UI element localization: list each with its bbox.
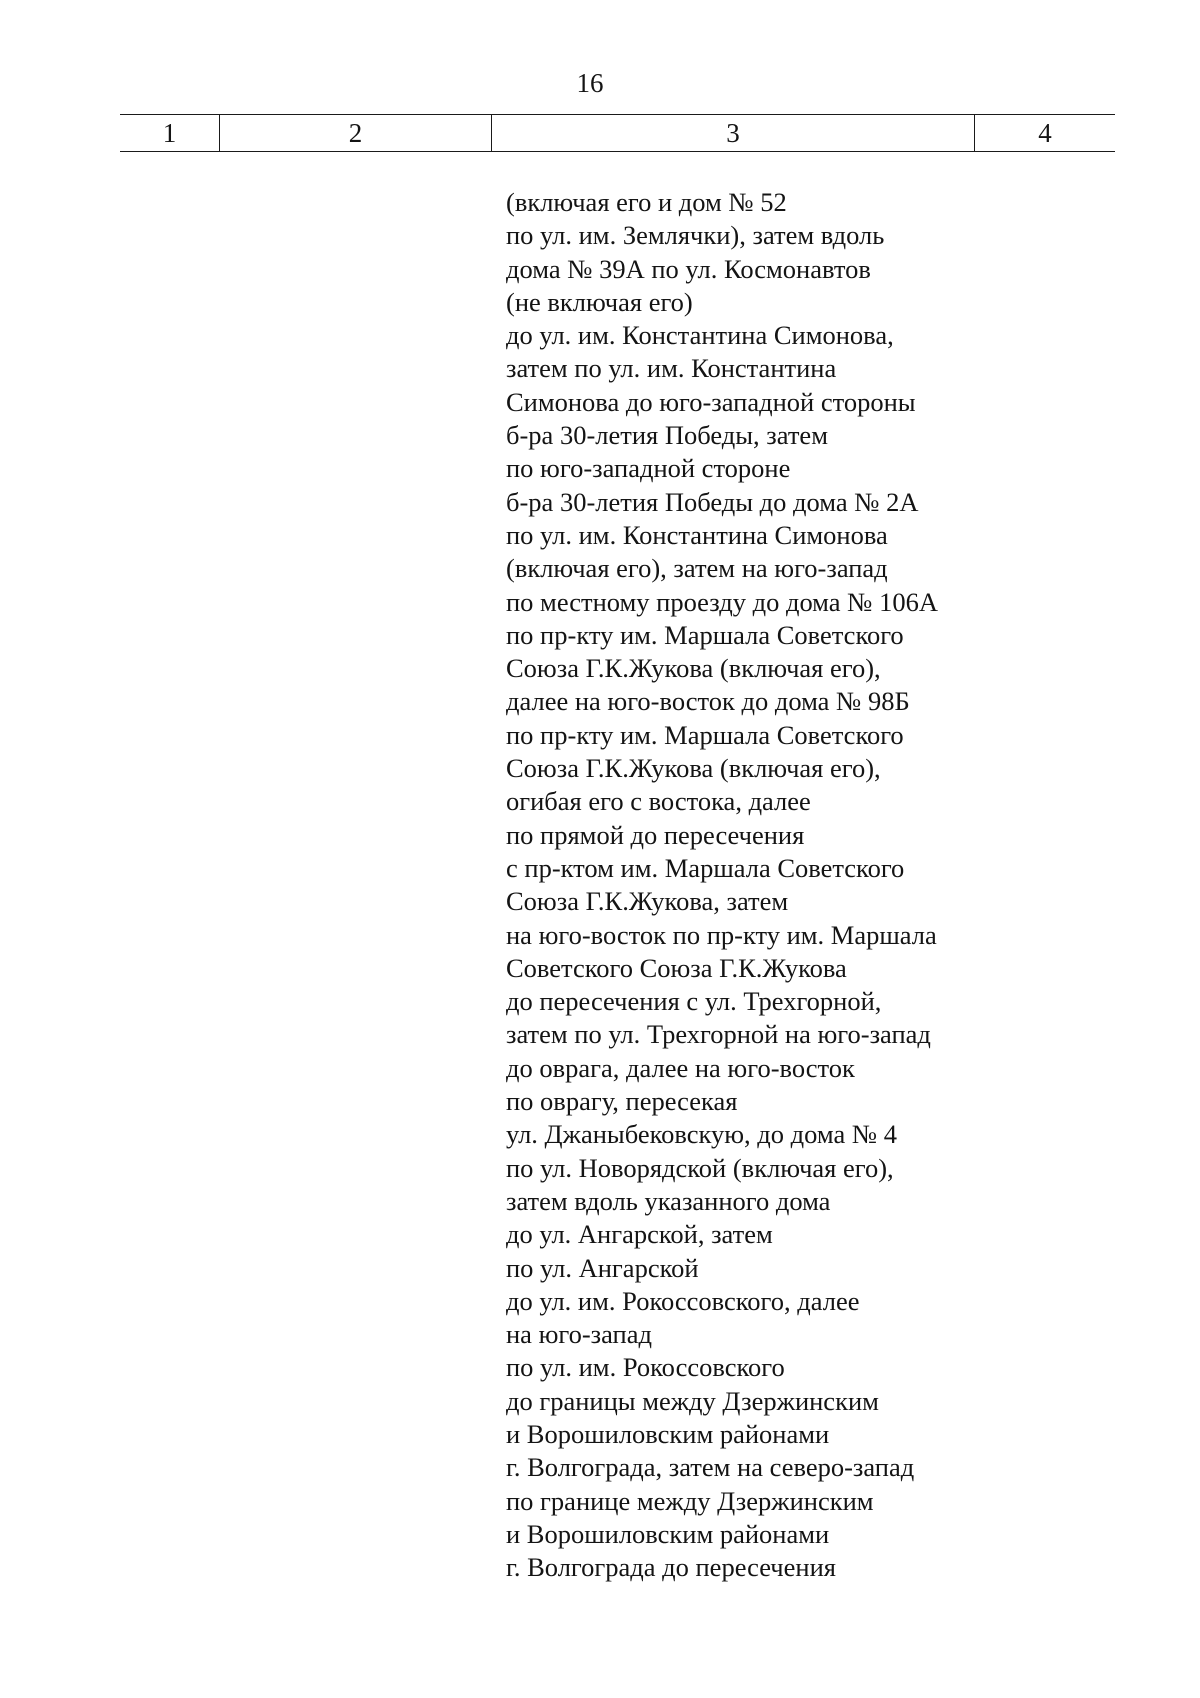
text-line: г. Волгограда, затем на северо-запад: [506, 1452, 915, 1483]
text-line: до оврага, далее на юго-восток: [506, 1052, 855, 1083]
text-line: и Ворошиловским районами: [506, 1418, 830, 1449]
column-3-text: [506, 186, 1026, 1584]
text-line: Союза Г.К.Жукова, затем: [506, 886, 789, 917]
text-line: по ул. Ангарской: [506, 1252, 699, 1283]
text-line: по местному проезду до дома № 106А: [506, 586, 938, 617]
text-line: б-ра 30-летия Победы до дома № 2А: [506, 486, 919, 517]
text-line: до ул. им. Константина Симонова,: [506, 320, 894, 351]
text-line: по пр-кту им. Маршала Советского: [506, 619, 904, 650]
text-line: (включая его и дом № 52: [506, 187, 787, 217]
text-line: на юго-запад: [506, 1319, 652, 1350]
text-line: затем по ул. Трехгорной на юго-запад: [506, 1019, 931, 1050]
text-line: на юго-восток по пр-кту им. Маршала: [506, 919, 937, 950]
text-line: (не включая его): [506, 286, 693, 317]
text-line: по пр-кту им. Маршала Советского: [506, 719, 904, 750]
text-line: Союза Г.К.Жукова (включая его),: [506, 653, 881, 684]
text-line: дома № 39А по ул. Космонавтов: [506, 253, 871, 284]
text-line: по ул. им. Землячки), затем вдоль: [506, 220, 885, 251]
text-line: по ул. им. Рокоссовского: [506, 1352, 785, 1383]
text-line: до границы между Дзержинским: [506, 1385, 879, 1416]
text-line: затем вдоль указанного дома: [506, 1185, 831, 1216]
text-line: Советского Союза Г.К.Жукова: [506, 952, 847, 983]
table-header-col-4: 4: [1038, 118, 1052, 148]
text-line: по прямой до пересечения: [506, 819, 805, 850]
table-header-col-2: 2: [220, 115, 492, 151]
text-line: по юго-западной стороне: [506, 453, 791, 484]
text-line: по оврагу, пересекая: [506, 1086, 738, 1117]
text-line: ул. Джаныбековскую, до дома № 4: [506, 1119, 898, 1150]
text-line: затем по ул. им. Константина: [506, 353, 837, 384]
text-line: и Ворошиловским районами: [506, 1518, 830, 1549]
text-line: по границе между Дзержинским: [506, 1485, 874, 1516]
text-line: Союза Г.К.Жукова (включая его),: [506, 753, 881, 784]
page-number: 16: [576, 68, 604, 98]
text-line: по ул. Новорядской (включая его),: [506, 1152, 894, 1183]
text-line: огибая его с востока, далее: [506, 786, 811, 817]
text-line: далее на юго-восток до дома № 98Б: [506, 686, 910, 717]
table-header-col-3: 3: [492, 115, 975, 151]
text-line: г. Волгограда до пересечения: [506, 1552, 836, 1583]
text-line: до ул. Ангарской, затем: [506, 1219, 773, 1250]
text-line: до пересечения с ул. Трехгорной,: [506, 986, 882, 1017]
text-line: б-ра 30-летия Победы, затем: [506, 420, 828, 451]
text-line: (включая его), затем на юго-запад: [506, 553, 888, 584]
text-line: до ул. им. Рокоссовского, далее: [506, 1285, 860, 1316]
text-line: по ул. им. Константина Симонова: [506, 519, 888, 550]
text-line: с пр-ктом им. Маршала Советского: [506, 852, 905, 883]
table-header-col-1: 1: [120, 115, 220, 151]
table-header-row: [120, 114, 1115, 152]
text-line: Симонова до юго-западной стороны: [506, 386, 916, 417]
